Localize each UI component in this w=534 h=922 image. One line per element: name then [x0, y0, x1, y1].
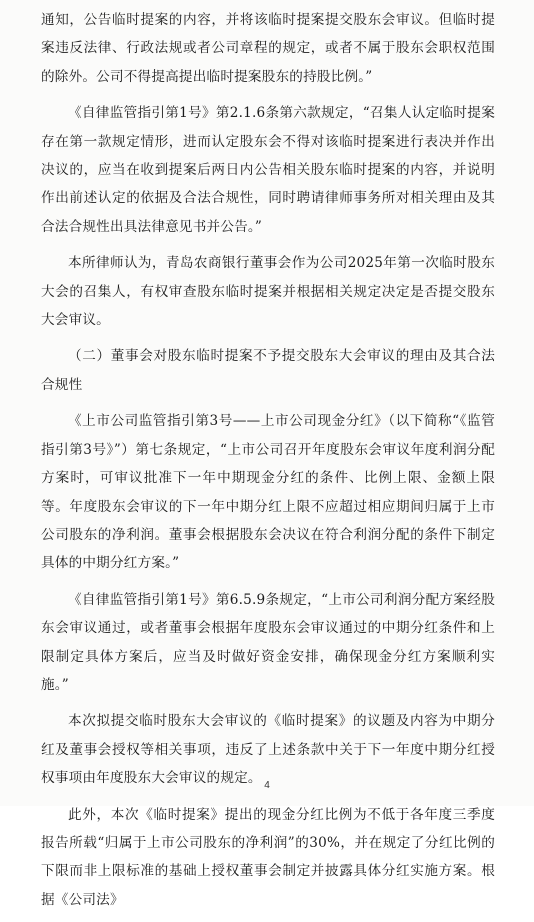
- section-heading: （二）董事会对股东临时提案不予提交股东大会审议的理由及其合法合规性: [41, 348, 495, 393]
- paragraph-8: 此外，本次《临时提案》提出的现金分红比例为不低于各年度三季度报告所载“归属于上市公司股东的净利润”的30%，并在规定了分红比例的下限而非上限标准的基础上授权董事会制定并披露具体分红实施方案。根据《公司法》: [41, 806, 495, 908]
- paragraph-3: 本所律师认为，青岛农商银行董事会作为公司2025年第一次临时股东大会的召集人，有权审查股东临时提案并根据相关规定决定是否提交股东大会审议。: [41, 255, 495, 329]
- paragraph-7: 本次拟提交临时股东大会审议的《临时提案》的议题及内容为中期分红及董事会授权等相关事项，违反了上述条款中关于下一年度中期分红授权事项由年度股东大会审议的规定。: [41, 713, 495, 787]
- paragraph-6: 《自律监管指引第1号》第6.5.9条规定，“上市公司利润分配方案经股东会审议通过，或者董事会根据年度股东会审议通过的中期分红条件和上限制定具体方案后，应当及时做好资金安排，确保现金分红方案顺利实施。”: [41, 591, 495, 693]
- page-number: 4: [264, 780, 270, 791]
- paragraph-1: 通知，公告临时提案的内容，并将该临时提案提交股东会审议。但临时提案违反法律、行政法规或者公司章程的规定，或者不属于股东会职权范围的除外。公司不得提高提出临时提案股东的持股比例。”: [41, 12, 495, 85]
- paragraph-5: 《上市公司监管指引第3号——上市公司现金分红》（以下简称“《监管指引第3号》”）第七条规定，“上市公司召开年度股东会审议年度利润分配方案时，可审议批准下一年中期现金分红的条件、比例上限、金额上限等。年度股东会审议的下一年中期分红上限不应超过相应期间归属于上市公司股东的净利润。董事会根据股东会决议在符合利润分配的条件下制定具体的中期分红方案。”: [41, 413, 495, 572]
- paragraph-2: 《自律监管指引第1号》第2.1.6条第六款规定，“召集人认定临时提案存在第一款规定情形，进而认定股东会不得对该临时提案进行表决并作出决议的，应当在收到提案后两日内公告相关股东临时提案的内容，并说明作出前述认定的依据及合法合规性，同时聘请律师事务所对相关理由及其合法合规性出具法律意见书并公告。”: [41, 105, 495, 235]
